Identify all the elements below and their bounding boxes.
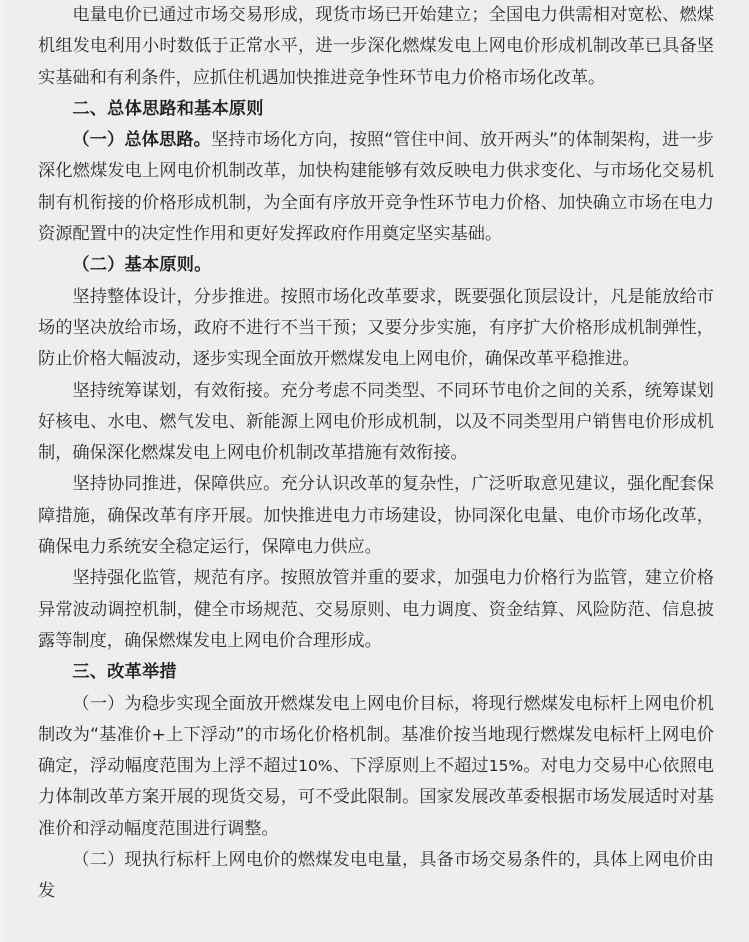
reform-measure-one-part-c: 。对电力交易中心依照电力体制改革方案开展的现货交易，可不受此限制。国家发展改革委根据市场发展适时对基准价和浮动幅度范围进行调整。 (38, 756, 714, 839)
paragraph-principle-synergy-supply: 坚持协同推进，保障供应。充分认识改革的复杂性，广泛听取意见建议，强化配套保障措施，确保改革有序开展。加快推进电力市场建设，协同深化电量、电价市场化改革，确保电力系统安全稳定运行，保障电力供应。 (38, 474, 714, 558)
paragraph-principle-holistic-design: 坚持整体设计，分步推进。按照市场化改革要求，既要强化顶层设计，凡是能放给市场的坚决放给市场，政府不进行不当干预；又要分步实施，有序扩大价格形成机制弹性，防止价格大幅波动，逐步实现全面放开燃煤发电上网电价，确保改革平稳推进。 (38, 286, 714, 370)
paragraph-principle-coordinated-planning: 坚持统筹谋划，有效衔接。充分考虑不同类型、不同环节电价之间的关系，统筹谋划好核电、水电、燃气发电、新能源上网电价形成机制，以及不同类型用户销售电价形成机制，确保深化燃煤发电上网电价机制改革措施有效衔接。 (38, 380, 714, 464)
lead-label-overall-approach: （一）总体思路。 (72, 130, 211, 151)
heading-basic-principles: （二）基本原则。 (72, 255, 212, 276)
heading-section-two: 二、总体思路和基本原则 (72, 98, 264, 119)
reform-measure-one-part-a: （一）为稳步实现全面放开燃煤发电上网电价目标，将现行燃煤发电标杆上网电价机制改为“基准价+上下浮动”的市场化价格机制。基准价按当地现行燃煤发电标杆上网电价确定，浮动幅度范围为上浮不超过 (38, 693, 714, 777)
paragraph-intro-continued: 电量电价已通过市场交易形成，现货市场已开始建立；全国电力供需相对宽松、燃煤机组发电利用小时数低于正常水平，进一步深化燃煤发电上网电价形成机制改革已具备坚实基础和有利条件，应抓住机遇加快推进竞争性环节电力价格市场化改革。 (38, 5, 714, 88)
paragraph-reform-measure-one (38, 689, 714, 845)
paragraph-reform-measure-two: （二）现执行标杆上网电价的燃煤发电电量，具备市场交易条件的，具体上网电价由发 (38, 850, 714, 902)
up-float-limit-value: 10% (298, 757, 333, 776)
document-body (38, 0, 714, 908)
reform-measure-one-part-b: 、下浮原则上不超过 (332, 756, 489, 777)
paragraph-overall-approach-text: 坚持市场化方向，按照“管住中间、放开两头”的体制架构，进一步深化燃煤发电上网电价机制改革，加快构建能够有效反映电力供求变化、与市场化交易机制有机衔接的价格形成机制，为全面有序放开竞争性环节电力价格、加快确立市场在电力资源配置中的决定性作用和更好发挥政府作用奠定坚实基础。 (38, 130, 714, 245)
heading-section-three: 三、改革举措 (72, 662, 177, 683)
down-float-limit-value: 15% (488, 757, 524, 776)
paragraph-overall-approach (38, 125, 714, 250)
paragraph-principle-supervision: 坚持强化监管，规范有序。按照放管并重的要求，加强电力价格行为监管，建立价格异常波动调控机制，健全市场规范、交易原则、电力调度、资金结算、风险防范、信息披露等制度，确保燃煤发电上网电价合理形成。 (38, 568, 714, 651)
